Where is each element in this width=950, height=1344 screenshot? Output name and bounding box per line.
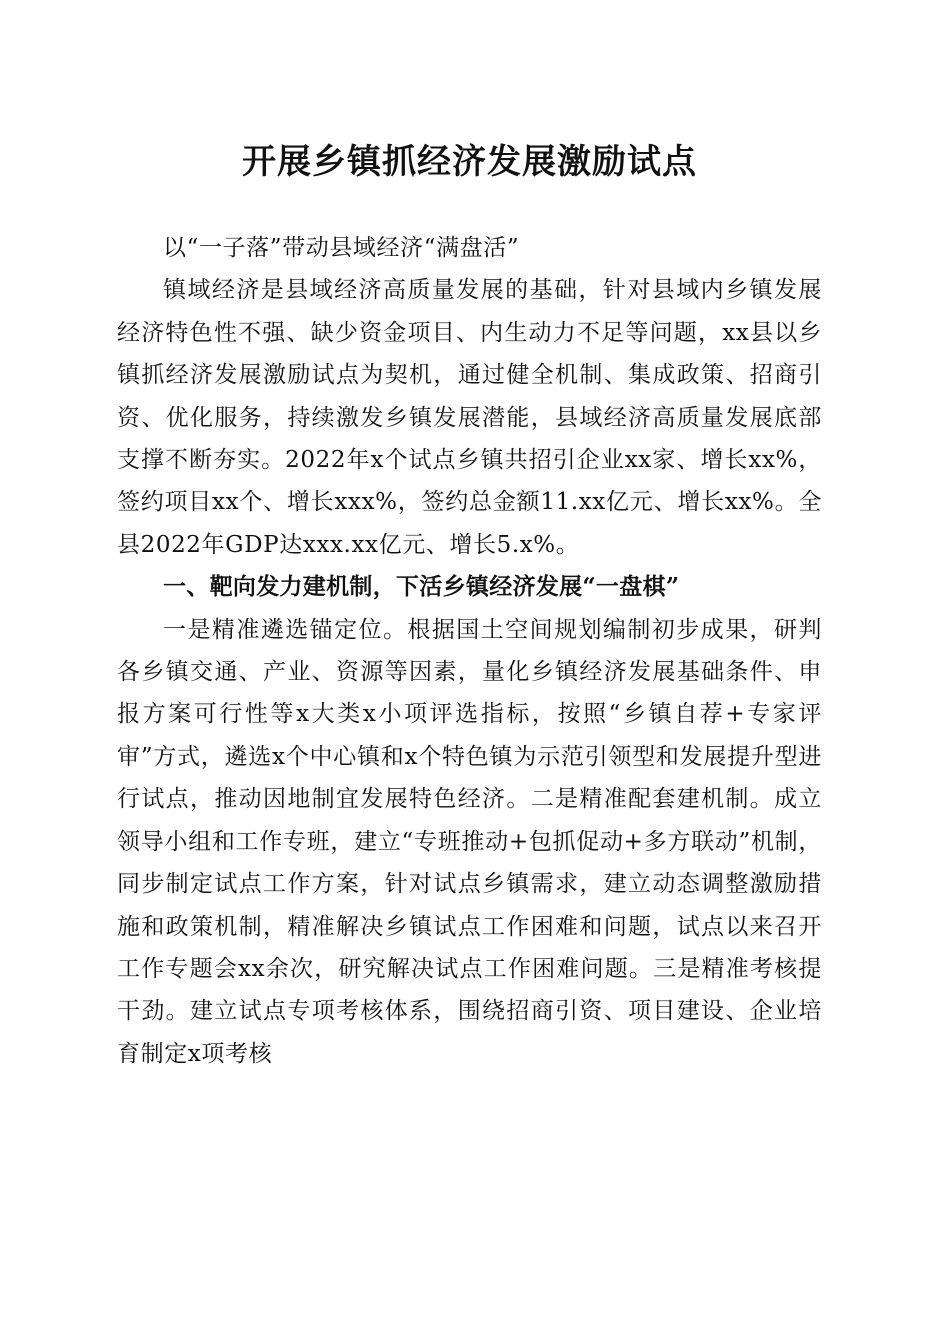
point-1-text: 根据国土空间规划编制初步成果，研判各乡镇交通、产业、资源等因素，量化乡镇经济发展基础条件、申报方案可行性等x大类x小项评选指标，按照“乡镇自荐+专家评审”方式，遴选x个中心镇和x个特色镇为示范引领型和发展提升型进行试点，推动因地制宜发展特色经济。 (117, 616, 823, 813)
point-1-lead: 一是精准遴选锚定位。 (163, 616, 408, 643)
subtitle-line: 以“一子落”带动县域经济“满盘活” (163, 235, 520, 261)
document-body (117, 227, 822, 1075)
section-1-heading: 一、靶向发力建机制，下活乡镇经济发展“一盘棋” (163, 573, 680, 601)
point-2-text: 成立领导小组和工作专班，建立“专班推动+包抓促动+多方联动”机制，同步制定试点工作方案，针对试点乡镇需求，建立动态调整激励措施和政策机制，精准解决乡镇试点工作困难和问题，试点以来召开工作专题会xx余次，研究解决试点工作困难问题。 (117, 786, 823, 982)
intro-paragraph: 镇域经济是县域经济高质量发展的基础，针对县域内乡镇发展经济特色性不强、缺少资金项目、内生动力不足等问题，xx县以乡镇抓经济发展激励试点为契机，通过健全机制、集成政策、招商引资、优化服务，持续激发乡镇发展潜能，县域经济高质量发展底部支撑不断夯实。2022年x个试点乡镇共招引企业xx家、增长xx%，签约项目xx个、增长xxx%，签约总金额11.xx亿元、增长xx%。全县2022年GDP达xxx.xx亿元、增长5.x%。 (117, 277, 822, 558)
point-2-lead: 二是精准配套建机制。 (530, 786, 775, 813)
point-3-text: 建立试点专项考核体系，围绕招商引资、项目建设、企业培育制定x项考核 (117, 998, 822, 1067)
section-1-paragraph (117, 609, 822, 1075)
point-3-lead: 三是精准考核提干劲。 (117, 955, 822, 1025)
document-title: 开展乡镇抓经济发展激励试点 (242, 142, 697, 182)
